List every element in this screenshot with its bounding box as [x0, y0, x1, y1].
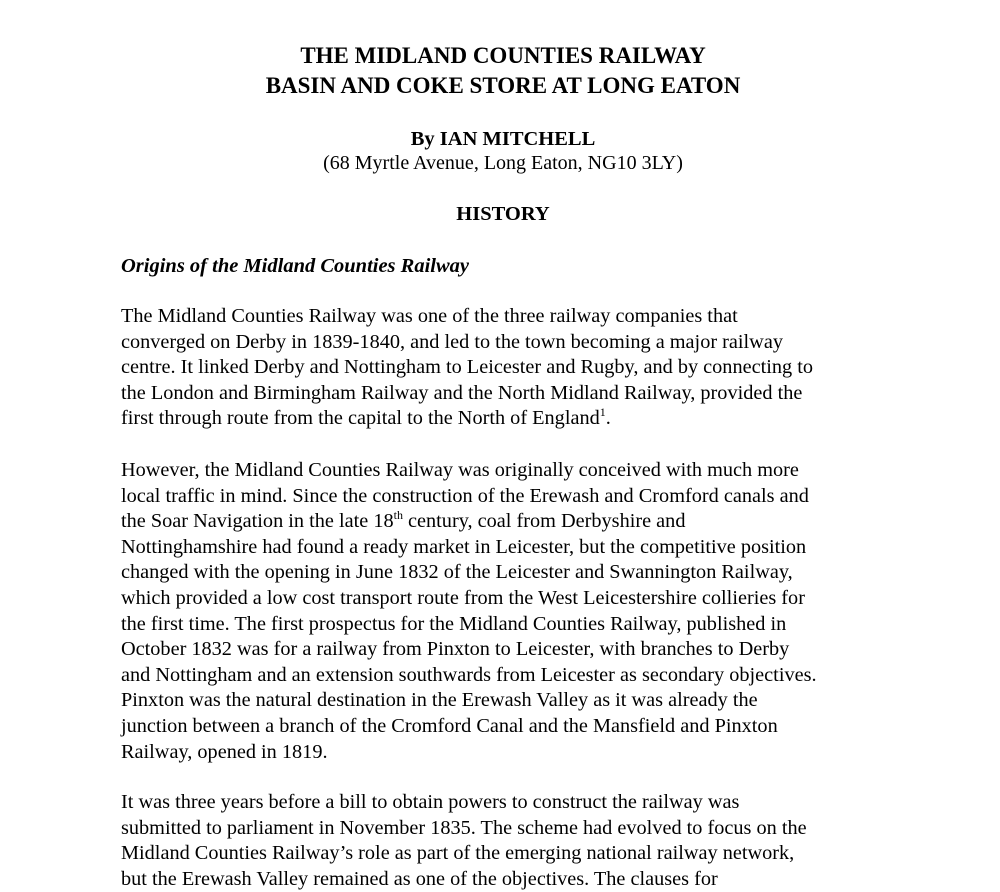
text-line: the London and Birmingham Railway and the North Midland Railway, provided the [121, 381, 803, 404]
text-line: The Midland Counties Railway was one of the three railway companies that [121, 305, 738, 327]
paragraph-3 [121, 790, 807, 892]
text-span: century, coal from Derbyshire and [402, 510, 686, 533]
text-line: Nottinghamshire had found a ready market in Leicester, but the competitive position [121, 535, 807, 558]
ordinal-suffix: th [393, 508, 403, 523]
paragraph-2 [121, 458, 817, 765]
text-line: Pinxton was the natural destination in the Erewash Valley as it was already the [121, 689, 758, 712]
subheading: Origins of the Midland Counties Railway [121, 255, 469, 277]
text-line: Midland Counties Railway’s role as part of the emerging national railway network, [121, 842, 795, 865]
section-heading: HISTORY [456, 203, 550, 225]
text-span: first through route from the capital to the North of England [121, 407, 600, 430]
author-byline: By IAN MITCHELL [410, 128, 596, 150]
text-span: . [605, 407, 611, 430]
text-line: the first time. The first prospectus for the Midland Counties Railway, published in [121, 612, 787, 635]
text-line: and Nottingham and an extension southwards from Leicester as secondary objectives. [121, 663, 817, 686]
text-line: centre. It linked Derby and Nottingham to Leicester and Rugby, and by connecting to [121, 356, 813, 379]
text-line: Railway, opened in 1819. [121, 740, 328, 763]
paragraph-1 [121, 304, 813, 432]
title-line-2: BASIN AND COKE STORE AT LONG EATON [265, 73, 741, 98]
text-line: but the Erewash Valley remained as one of the objectives. The clauses for [121, 867, 718, 890]
text-span: the Soar Navigation in the late 18 [121, 510, 394, 533]
text-line: submitted to parliament in November 1835. The scheme had evolved to focus on the [121, 816, 807, 839]
text-line [121, 406, 813, 432]
text-line: changed with the opening in June 1832 of the Leicester and Swannington Railway, [121, 561, 793, 584]
author-address: (68 Myrtle Avenue, Long Eaton, NG10 3LY) [323, 152, 683, 174]
text-line: which provided a low cost transport route from the West Leicestershire collieries for [121, 586, 805, 609]
title-line-1: THE MIDLAND COUNTIES RAILWAY [300, 43, 706, 68]
text-line: It was three years before a bill to obtain powers to construct the railway was [121, 791, 740, 813]
text-line: October 1832 was for a railway from Pinxton to Leicester, with branches to Derby [121, 638, 790, 661]
text-line [121, 509, 817, 535]
document-title [0, 41, 1000, 101]
footnote-ref[interactable]: 1 [599, 405, 606, 420]
text-line: However, the Midland Counties Railway was originally conceived with much more [121, 459, 799, 481]
text-line: converged on Derby in 1839-1840, and led to the town becoming a major railway [121, 330, 783, 353]
text-line: junction between a branch of the Cromford Canal and the Mansfield and Pinxton [121, 714, 778, 737]
text-line: local traffic in mind. Since the construction of the Erewash and Cromford canals and [121, 484, 809, 507]
